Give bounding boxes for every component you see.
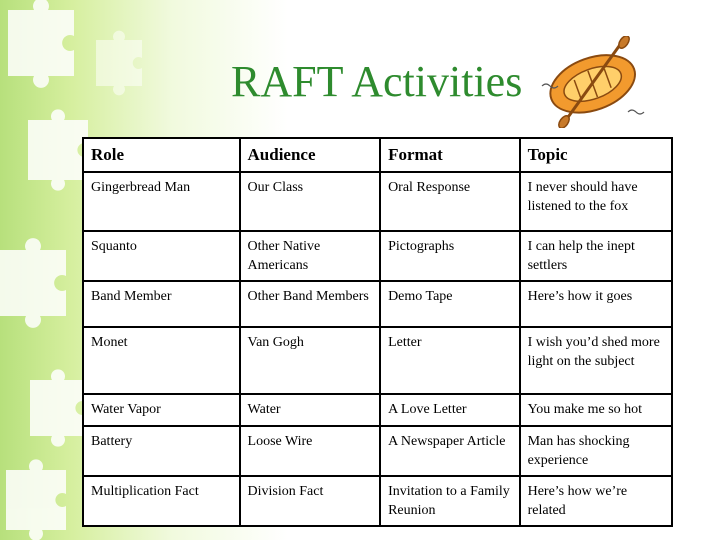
raft-with-paddle-icon — [536, 36, 648, 128]
cell-topic: I never should have listened to the fox — [520, 172, 672, 231]
cell-role: Squanto — [83, 231, 240, 281]
cell-role: Monet — [83, 327, 240, 394]
table-row — [83, 476, 672, 526]
cell-topic: I wish you’d shed more light on the subject — [520, 327, 672, 394]
table-row — [83, 426, 672, 476]
page-title: RAFT Activities — [231, 57, 523, 106]
cell-role: Gingerbread Man — [83, 172, 240, 231]
cell-role: Band Member — [83, 281, 240, 327]
table-row — [83, 231, 672, 281]
cell-format: Pictographs — [380, 231, 520, 281]
header-role: Role — [83, 138, 240, 172]
table-row — [83, 172, 672, 231]
cell-audience: Loose Wire — [240, 426, 381, 476]
cell-audience: Other Band Members — [240, 281, 381, 327]
cell-topic: I can help the inept settlers — [520, 231, 672, 281]
cell-audience: Water — [240, 394, 381, 426]
table-row — [83, 394, 672, 426]
table-header-row — [83, 138, 672, 172]
raft-table — [82, 137, 673, 527]
cell-role: Battery — [83, 426, 240, 476]
cell-format: Invitation to a Family Reunion — [380, 476, 520, 526]
cell-format: A Newspaper Article — [380, 426, 520, 476]
cell-topic: Here’s how it goes — [520, 281, 672, 327]
header-audience: Audience — [240, 138, 381, 172]
header-topic: Topic — [520, 138, 672, 172]
cell-topic: Here’s how we’re related — [520, 476, 672, 526]
cell-topic: Man has shocking experience — [520, 426, 672, 476]
cell-format: Oral Response — [380, 172, 520, 231]
cell-format: Letter — [380, 327, 520, 394]
cell-audience: Division Fact — [240, 476, 381, 526]
cell-audience: Van Gogh — [240, 327, 381, 394]
table-row — [83, 327, 672, 394]
cell-audience: Other Native Americans — [240, 231, 381, 281]
cell-format: Demo Tape — [380, 281, 520, 327]
cell-audience: Our Class — [240, 172, 381, 231]
cell-role: Multiplication Fact — [83, 476, 240, 526]
table-row — [83, 281, 672, 327]
cell-format: A Love Letter — [380, 394, 520, 426]
cell-role: Water Vapor — [83, 394, 240, 426]
header-format: Format — [380, 138, 520, 172]
cell-topic: You make me so hot — [520, 394, 672, 426]
